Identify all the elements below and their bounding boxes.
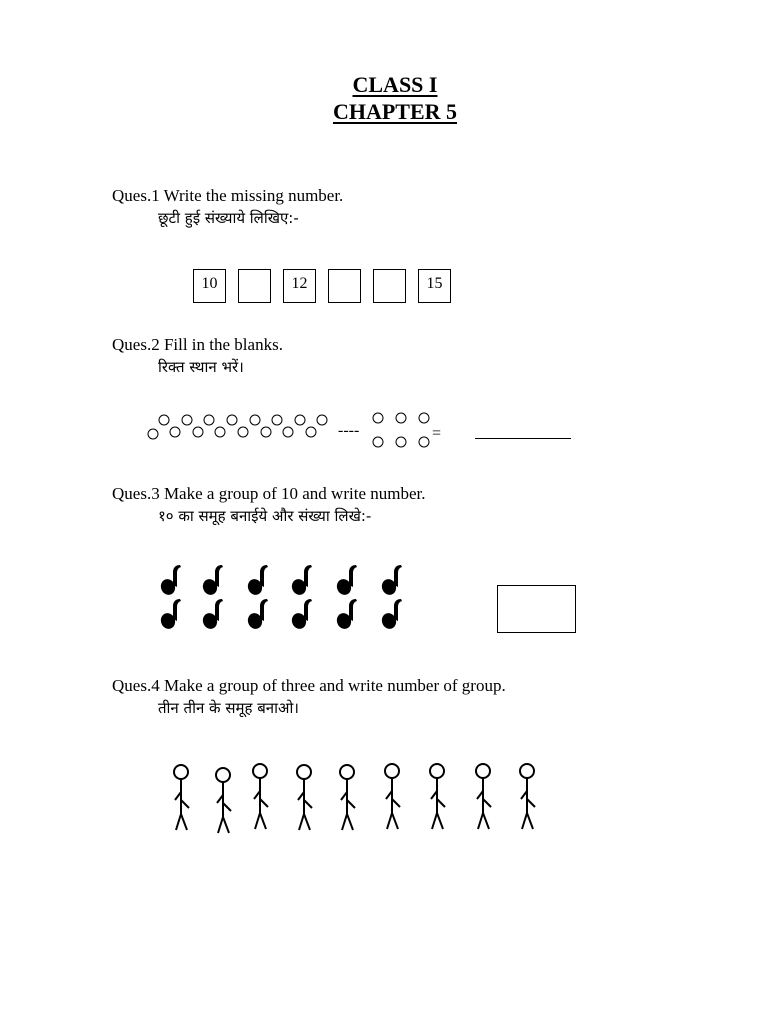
stick-figure-icon [385,764,400,829]
question-1-hindi: छूटी हुई संख्याये लिखिए:- [158,209,299,227]
question-3-hindi: १० का समूह बनाईये और संख्या लिखे:- [158,507,372,525]
question-4-english: Ques.4 Make a group of three and write number of group. [112,676,506,695]
dashes: ---- [338,422,360,439]
stick-figure-icon [297,765,312,830]
equals-sign: = [432,425,442,442]
stick-figure-icon [174,765,189,830]
stick-figure-icon [520,764,535,829]
question-1-english: Ques.1 Write the missing number. [112,186,344,205]
question-4-hindi: तीन तीन के समूह बनाओ। [158,699,299,717]
number-box: 15 [418,269,451,303]
number-box: 10 [193,269,226,303]
chapter-title: CHAPTER 5 [332,99,458,124]
question-2-english: Ques.2 Fill in the blanks. [112,335,283,354]
stick-figure-icon [340,765,355,830]
stick-figure-icon [216,768,231,833]
stick-figure-icon [476,764,491,829]
question-3-english: Ques.3 Make a group of 10 and write number. [112,484,426,503]
number-box: 12 [283,269,316,303]
stick-figure-icon [253,764,268,829]
stick-figure-icon [430,764,445,829]
question-2-hindi: रिक्त स्थान भरें। [158,358,244,376]
class-title: CLASS I [352,72,438,97]
